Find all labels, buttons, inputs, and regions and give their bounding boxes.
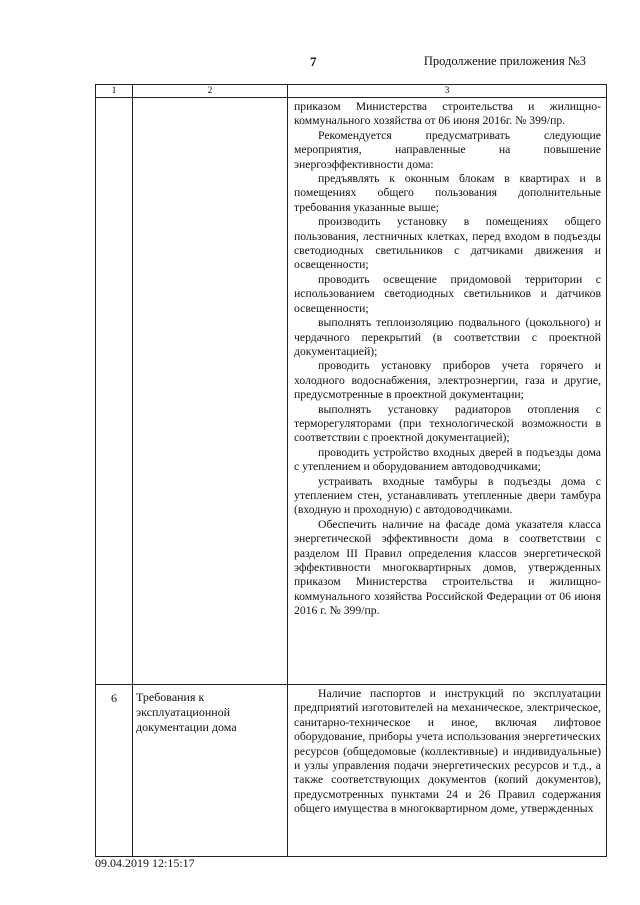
table-row xyxy=(96,98,607,685)
paragraph: проводить освещение придомовой территории с использованием светодиодных светильников и датчиков освещенности; xyxy=(294,272,601,315)
timestamp: 09.04.2019 12:15:17 xyxy=(95,856,195,870)
row-number-cell xyxy=(96,98,133,685)
table-row xyxy=(96,685,607,857)
paragraph: выполнять установку радиаторов отопления с терморегуляторами (при технологической возможности в соответствии с проектной документацией); xyxy=(294,402,601,445)
paragraph: приказом Министерства строительства и жилищно-коммунального хозяйства от 06 июня 2016г. № 399/пр. xyxy=(294,100,601,128)
paragraph: Обеспечить наличие на фасаде дома указателя класса энергетической эффективности дома в соответствии с разделом III Правил определения классов энергетической эффективности многоквартирных домов, утвержденных приказом Министерства строительства и жилищно-коммунального хозяйства Российской Федерации от 06 июня 2016 г. № 399/пр. xyxy=(294,517,601,618)
page-number: 7 xyxy=(310,54,317,69)
paragraph: производить установку в помещениях общего пользования, лестничных клетках, перед входом в подъезды светодиодных светильников с датчиками движения и освещенности; xyxy=(294,215,601,272)
paragraph: Рекомендуется предусматривать следующие мероприятия, направленные на повышение энергоэффективности дома: xyxy=(294,128,601,171)
requirement-cell xyxy=(133,98,288,685)
appendix-continuation-label: Продолжение приложения №3 xyxy=(423,54,586,68)
column-header: 2 xyxy=(133,85,288,98)
content-cell xyxy=(288,98,607,685)
column-header: 3 xyxy=(288,85,607,98)
content-cell xyxy=(288,685,607,857)
paragraph: выполнять теплоизоляцию подвального (цокольного) и чердачного перекрытий (в соответствии с проектной документацией); xyxy=(294,316,601,358)
column-header: 1 xyxy=(96,85,133,98)
paragraph: проводить устройство входных дверей в подъезды дома с утеплением и оборудованием автодоводчиками; xyxy=(294,445,601,474)
paragraph: предъявлять к оконным блокам в квартирах и в помещениях общего пользования дополнительные требования указанные выше; xyxy=(294,172,601,214)
paragraph: Наличие паспортов и инструкций по эксплуатации предприятий изготовителей на механическое, электрическое, санитарно-техническое и иное, включая лифтовое оборудование, приборы учета использования энергетических ресурсов (общедомовые (коллективные) и индивидуальные) и узлы управления подачи энергетических ресурсов и т.д., а также соответствующих документов (копий документов), предусмотренных пунктами 24 и 26 Правил содержания общего имущества в многоквартирном доме, утвержденных xyxy=(294,687,601,816)
paragraph: устраивать входные тамбуры в подъезды дома с утеплением стен, устанавливать утепленные двери тамбура (входную и проходную) с автодоводчиками. xyxy=(294,474,601,517)
row-number-cell: 6 xyxy=(96,685,133,857)
table-header-row xyxy=(96,85,607,98)
requirements-table xyxy=(95,84,607,857)
requirement-cell: Требования к эксплуатационной документации дома xyxy=(133,685,288,857)
paragraph: проводить установку приборов учета горячего и холодного водоснабжения, электроэнергии, газа и другие, предусмотренные в проектной документации; xyxy=(294,359,601,402)
